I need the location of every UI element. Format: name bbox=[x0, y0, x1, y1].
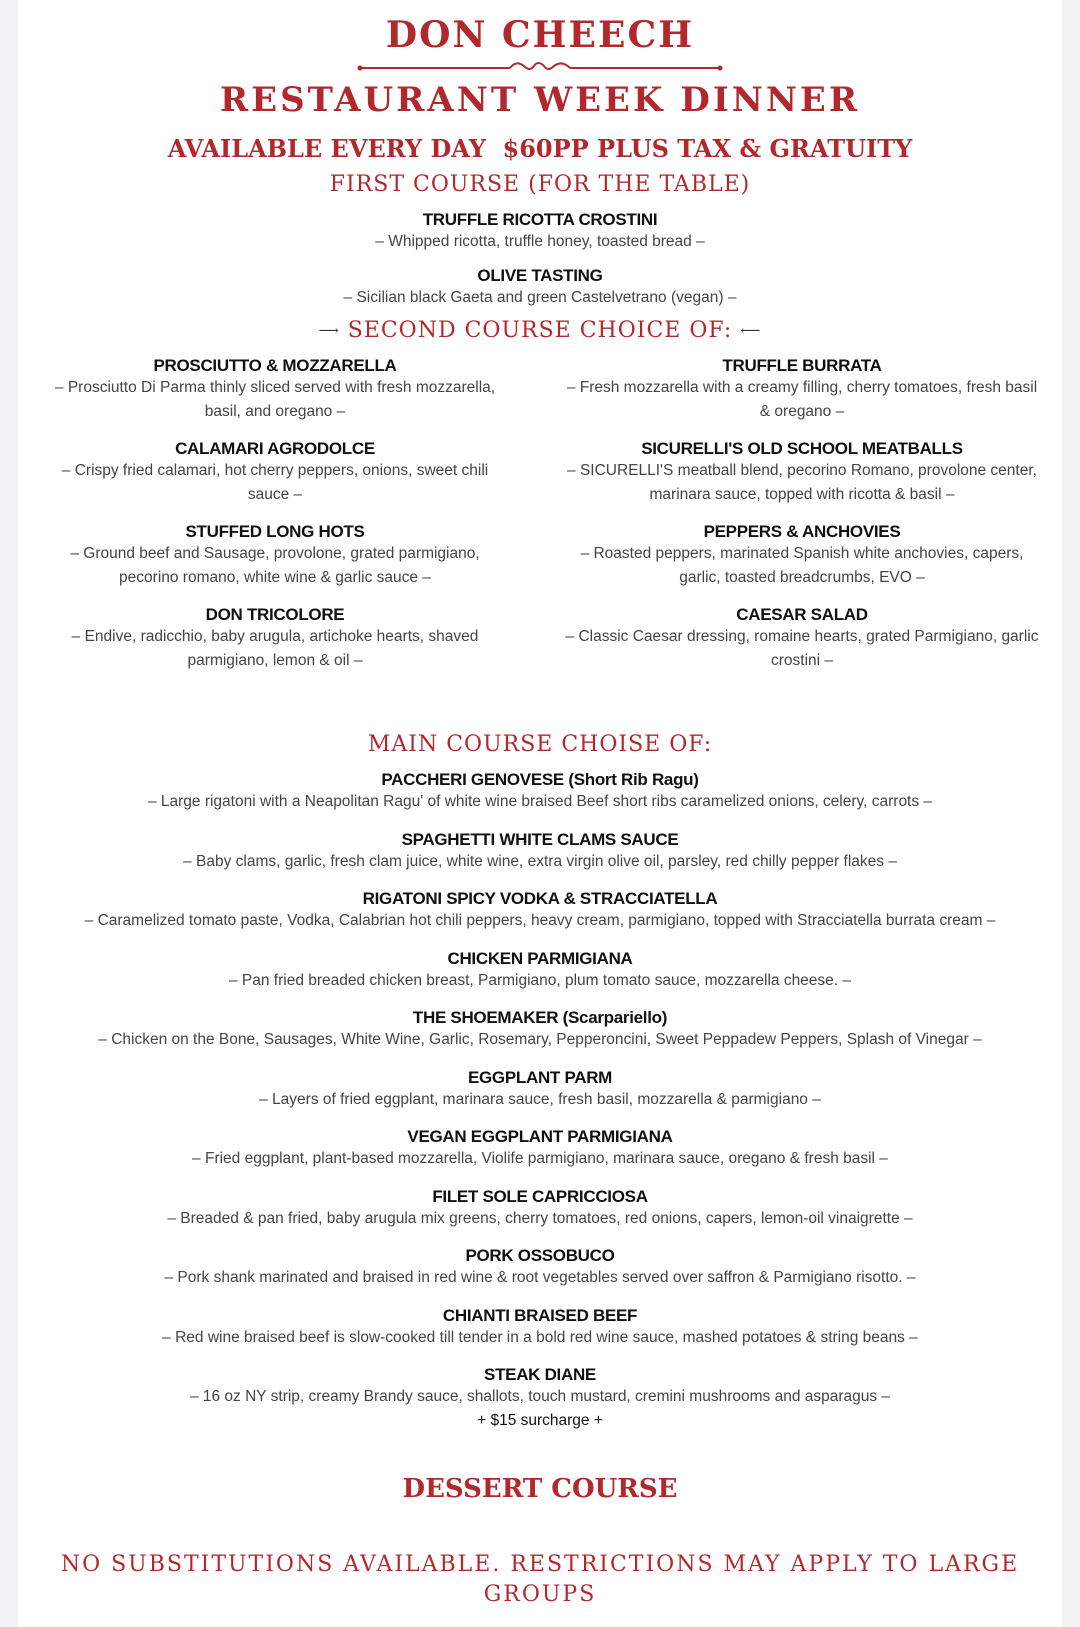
item-description: – Prosciutto Di Parma thinly sliced served with fresh mozzarella, basil, and oregano – bbox=[54, 379, 496, 420]
item-name: TRUFFLE RICOTTA CROSTINI bbox=[422, 210, 658, 229]
item-name: THE SHOEMAKER (Scarpariello) bbox=[412, 1008, 668, 1027]
main-course-item bbox=[18, 1306, 1062, 1350]
item-description: – Fried eggplant, plant-based mozzarella, Violife parmigiano, marinara sauce, oregano & fresh basil – bbox=[192, 1150, 888, 1167]
item-description: – Ground beef and Sausage, provolone, grated parmigiano, pecorino romano, white wine & garlic sauce – bbox=[70, 545, 480, 586]
item-name: EGGPLANT PARM bbox=[467, 1068, 613, 1087]
main-course-item bbox=[18, 1187, 1062, 1231]
item-name: STUFFED LONG HOTS bbox=[185, 522, 365, 541]
item-description: – Red wine braised beef is slow-cooked till tender in a bold red wine sauce, mashed potatoes & string beans – bbox=[162, 1329, 918, 1346]
second-course-heading-row bbox=[18, 318, 1062, 343]
item-name: CHICKEN PARMIGIANA bbox=[447, 949, 633, 968]
surcharge-note: + $15 surcharge + bbox=[477, 1412, 603, 1429]
item-name: CHIANTI BRAISED BEEF bbox=[442, 1306, 638, 1325]
item-name: CAESAR SALAD bbox=[736, 605, 868, 624]
second-course-item bbox=[564, 522, 1040, 590]
item-description: – Caramelized tomato paste, Vodka, Calabrian hot chili peppers, heavy cream, parmigiano, topped with Stracciatella burrata cream – bbox=[84, 912, 996, 929]
first-course-item bbox=[18, 266, 1062, 310]
main-course-item bbox=[18, 770, 1062, 814]
pricing-line: AVAILABLE EVERY DAY $60PP PLUS TAX & GRATUITY bbox=[167, 134, 913, 163]
second-course-heading: SECOND COURSE CHOICE OF: bbox=[347, 318, 733, 343]
item-name: DON TRICOLORE bbox=[205, 605, 345, 624]
item-name: TRUFFLE BURRATA bbox=[722, 356, 882, 375]
item-description: – Sicilian black Gaeta and green Castelvetrano (vegan) – bbox=[343, 289, 737, 306]
menu-title: RESTAURANT WEEK DINNER bbox=[219, 80, 861, 120]
main-course-item bbox=[18, 949, 1062, 993]
item-name: PORK OSSOBUCO bbox=[465, 1246, 615, 1265]
main-course-item bbox=[18, 1008, 1062, 1052]
item-description: – 16 oz NY strip, creamy Brandy sauce, shallots, touch mustard, cremini mushrooms and asparagus – bbox=[189, 1388, 891, 1405]
item-description: – Large rigatoni with a Neapolitan Ragu' of white wine braised Beef short ribs caramelized onions, celery, carrots – bbox=[147, 793, 933, 810]
item-name: SPAGHETTI WHITE CLAMS SAUCE bbox=[401, 830, 679, 849]
item-description: – Whipped ricotta, truffle honey, toasted bread – bbox=[375, 233, 705, 250]
second-course-item bbox=[564, 605, 1040, 673]
item-description: – Breaded & pan fried, baby arugula mix greens, cherry tomatoes, red onions, capers, lemon-oil vinaigrette – bbox=[167, 1210, 913, 1227]
item-name: RIGATONI SPICY VODKA & STRACCIATELLA bbox=[362, 889, 718, 908]
first-course-heading: FIRST COURSE (FOR THE TABLE) bbox=[329, 172, 751, 197]
item-description: – Crispy fried calamari, hot cherry peppers, onions, sweet chili sauce – bbox=[61, 462, 489, 503]
menu-page bbox=[18, 0, 1062, 1627]
item-description: – Layers of fried eggplant, marinara sauce, fresh basil, mozzarella & parmigiano – bbox=[259, 1091, 821, 1108]
second-course-item bbox=[564, 356, 1040, 424]
item-description: – SICURELLI'S meatball blend, pecorino Romano, provolone center, marinara sauce, topped with ricotta & basil – bbox=[567, 462, 1037, 503]
item-name: PACCHERI GENOVESE (Short Rib Ragu) bbox=[381, 770, 699, 789]
second-course-item bbox=[40, 522, 510, 590]
dessert-heading: DESSERT COURSE bbox=[402, 1474, 678, 1504]
main-course-item bbox=[18, 889, 1062, 933]
main-course-item bbox=[18, 830, 1062, 874]
item-description: – Roasted peppers, marinated Spanish white anchovies, capers, garlic, toasted breadcrumbs, EVO – bbox=[580, 545, 1024, 586]
second-course-item bbox=[564, 439, 1040, 507]
second-course-item bbox=[40, 439, 510, 507]
item-name: PEPPERS & ANCHOVIES bbox=[703, 522, 901, 541]
item-name: CALAMARI AGRODOLCE bbox=[175, 439, 375, 458]
main-course-heading: MAIN COURSE CHOISE OF: bbox=[367, 732, 713, 757]
arrow-right-icon: ⟶ bbox=[318, 323, 340, 339]
item-name: STEAK DIANE bbox=[484, 1365, 596, 1384]
main-course-item bbox=[18, 1068, 1062, 1112]
item-description: – Classic Caesar dressing, romaine hearts, grated Parmigiano, garlic crostini – bbox=[565, 628, 1039, 669]
item-description: – Fresh mozzarella with a creamy filling, cherry tomatoes, fresh basil & oregano – bbox=[566, 379, 1038, 420]
item-name: SICURELLI'S OLD SCHOOL MEATBALLS bbox=[641, 439, 963, 458]
second-course-item bbox=[40, 356, 510, 424]
restaurant-name: DON CHEECH bbox=[385, 14, 695, 56]
flourish-divider-icon bbox=[18, 58, 1062, 78]
arrow-left-icon: ⟵ bbox=[740, 323, 762, 339]
item-name: FILET SOLE CAPRICCIOSA bbox=[432, 1187, 648, 1206]
item-description: – Baby clams, garlic, fresh clam juice, white wine, extra virgin olive oil, parsley, red chilly pepper flakes – bbox=[183, 853, 897, 870]
main-course-item bbox=[18, 1246, 1062, 1290]
item-name: PROSCIUTTO & MOZZARELLA bbox=[153, 356, 397, 375]
footer-notice: NO SUBSTITUTIONS AVAILABLE. RESTRICTIONS MAY APPLY TO LARGE GROUPS bbox=[60, 1552, 1020, 1607]
item-description: – Chicken on the Bone, Sausages, White Wine, Garlic, Rosemary, Pepperoncini, Sweet Peppadew Peppers, Splash of Vinegar – bbox=[98, 1031, 982, 1048]
second-course-item bbox=[40, 605, 510, 673]
main-course-item bbox=[18, 1365, 1062, 1433]
item-description: – Pork shank marinated and braised in red wine & root vegetables served over saffron & Parmigiano risotto. – bbox=[164, 1269, 916, 1286]
first-course-item bbox=[18, 210, 1062, 254]
item-description: – Endive, radicchio, baby arugula, artichoke hearts, shaved parmigiano, lemon & oil – bbox=[71, 628, 479, 669]
item-description: – Pan fried breaded chicken breast, Parmigiano, plum tomato sauce, mozzarella cheese. – bbox=[228, 972, 852, 989]
main-course-item bbox=[18, 1127, 1062, 1171]
item-name: VEGAN EGGPLANT PARMIGIANA bbox=[407, 1127, 673, 1146]
item-name: OLIVE TASTING bbox=[477, 266, 603, 285]
